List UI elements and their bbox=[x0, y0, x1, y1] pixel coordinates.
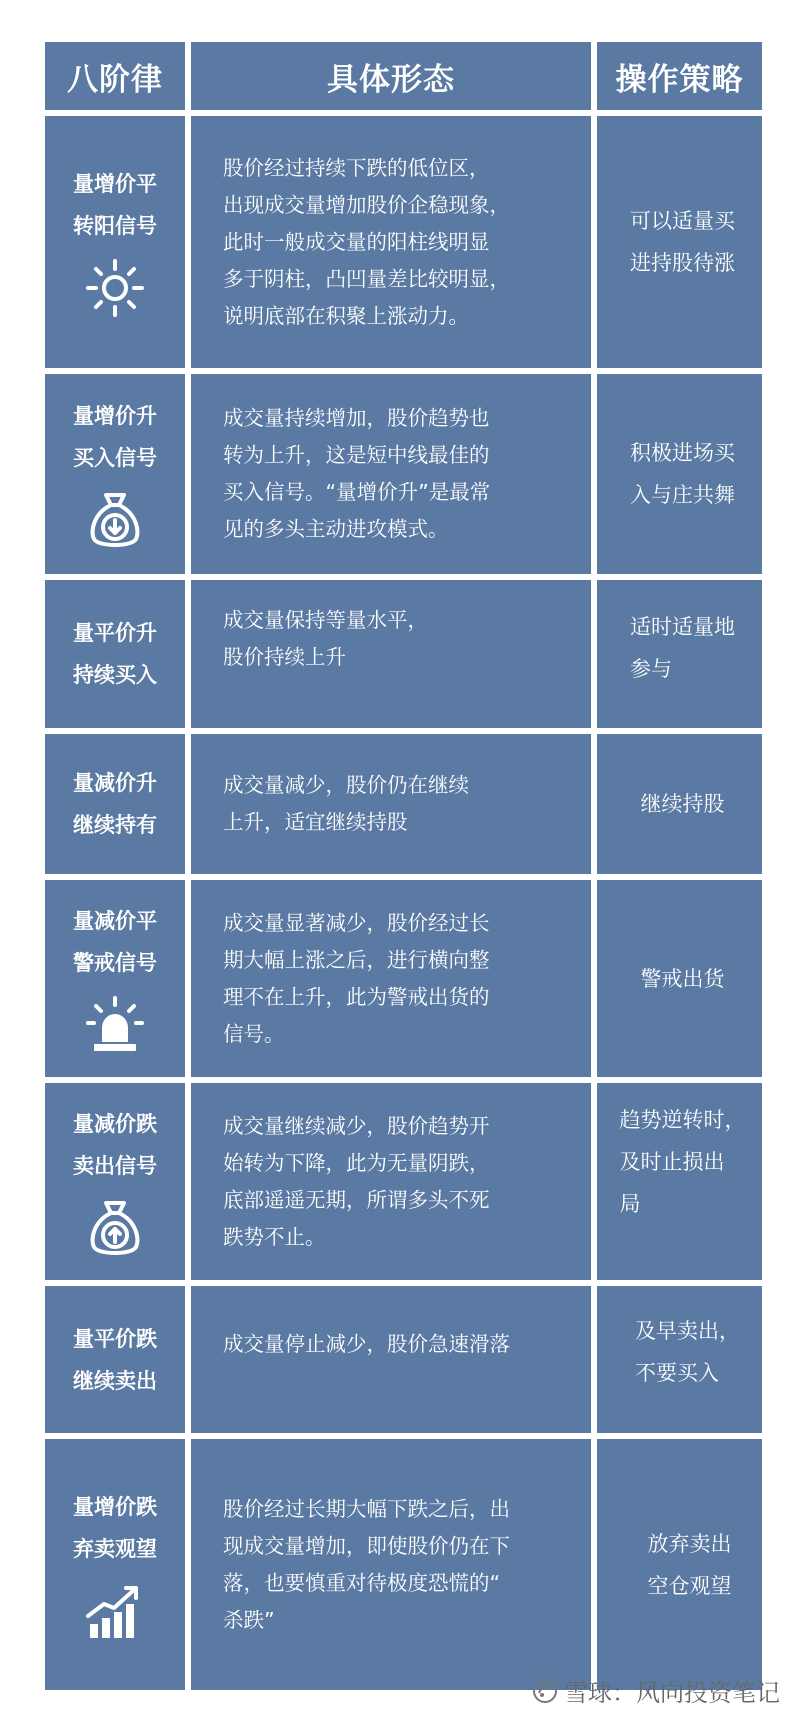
row-7-name-line1: 量平价跌 bbox=[73, 1326, 157, 1351]
header-col-3: 操作策略 bbox=[597, 42, 762, 110]
row-7-description: 成交量停止减少，股价急速滑落 bbox=[191, 1286, 591, 1433]
header-col-1: 八阶律 bbox=[45, 42, 185, 110]
snowball-logo-icon bbox=[532, 1678, 558, 1704]
row-3-description: 成交量保持等量水平， 股价持续上升 bbox=[191, 580, 591, 728]
row-5-strategy: 警戒出货 bbox=[597, 880, 762, 1077]
row-1-name-line2: 转阳信号 bbox=[73, 214, 157, 238]
row-3-strategy: 适时适量地 参与 bbox=[597, 580, 762, 728]
row-7-strategy: 及早卖出， 不要买入 bbox=[597, 1286, 762, 1433]
row-1-name bbox=[45, 116, 185, 368]
sun-icon bbox=[82, 255, 148, 321]
row-8-strategy: 放弃卖出 空仓观望 bbox=[597, 1439, 762, 1690]
row-5-name-line1: 量减价平 bbox=[73, 908, 157, 933]
row-2-name-line1: 量增价升 bbox=[73, 404, 157, 428]
signal-table bbox=[45, 42, 750, 1642]
row-5-name-line2: 警戒信号 bbox=[73, 950, 157, 975]
rising-chart-icon bbox=[82, 1578, 148, 1644]
money-bag-up-icon bbox=[82, 1195, 148, 1261]
row-4-name-line2: 继续持有 bbox=[73, 813, 157, 837]
row-3-name-line2: 持续买入 bbox=[73, 663, 157, 687]
row-8-name bbox=[45, 1439, 185, 1690]
row-6-name bbox=[45, 1083, 185, 1280]
row-1-description: 股价经过持续下跌的低位区， 出现成交量增加股价企稳现象， 此时一般成交量的阳柱线明显 多于阴柱，凸凹量差比较明显， 说明底部在积聚上涨动力。 bbox=[191, 116, 591, 368]
row-8-description: 股价经过长期大幅下跌之后，出 现成交量增加，即使股价仍在下 落，也要慎重对待极度恐慌的“ 杀跌” bbox=[191, 1439, 591, 1690]
row-3-name bbox=[45, 580, 185, 728]
row-5-description: 成交量显著减少，股价经过长 期大幅上涨之后，进行横向整 理不在上升，此为警戒出货的 信号。 bbox=[191, 880, 591, 1077]
row-6-name-line2: 卖出信号 bbox=[73, 1153, 157, 1178]
row-3-name-line1: 量平价升 bbox=[73, 621, 157, 645]
row-1-name-line1: 量增价平 bbox=[73, 172, 157, 196]
row-8-name-line1: 量增价跌 bbox=[73, 1494, 157, 1519]
watermark bbox=[532, 1673, 780, 1708]
money-bag-down-icon bbox=[82, 487, 148, 553]
row-7-name-line2: 继续卖出 bbox=[73, 1368, 157, 1393]
row-1-strategy: 可以适量买 进持股待涨 bbox=[597, 116, 762, 368]
row-4-strategy: 继续持股 bbox=[597, 734, 762, 874]
row-6-description: 成交量继续减少，股价趋势开 始转为下降，此为无量阴跌， 底部遥遥无期，所谓多头不死 跌势不止。 bbox=[191, 1083, 591, 1280]
row-4-name-line1: 量减价升 bbox=[73, 771, 157, 795]
row-5-name bbox=[45, 880, 185, 1077]
row-8-name-line2: 弃卖观望 bbox=[73, 1536, 157, 1561]
row-4-name bbox=[45, 734, 185, 874]
alarm-icon bbox=[82, 992, 148, 1058]
row-7-name bbox=[45, 1286, 185, 1433]
row-4-description: 成交量减少，股价仍在继续 上升，适宜继续持股 bbox=[191, 734, 591, 874]
row-6-name-line1: 量减价跌 bbox=[73, 1111, 157, 1136]
row-2-name bbox=[45, 374, 185, 574]
row-2-name-line2: 买入信号 bbox=[73, 446, 157, 470]
row-2-strategy: 积极进场买 入与庄共舞 bbox=[597, 374, 762, 574]
header-col-2: 具体形态 bbox=[191, 42, 591, 110]
watermark-text: 雪球：风向投资笔记 bbox=[564, 1679, 780, 1707]
row-6-strategy: 趋势逆转时， 及时止损出 局 bbox=[597, 1083, 762, 1280]
row-2-description: 成交量持续增加，股价趋势也 转为上升，这是短中线最佳的 买入信号。“量增价升”是最常 见的多头主动进攻模式。 bbox=[191, 374, 591, 574]
